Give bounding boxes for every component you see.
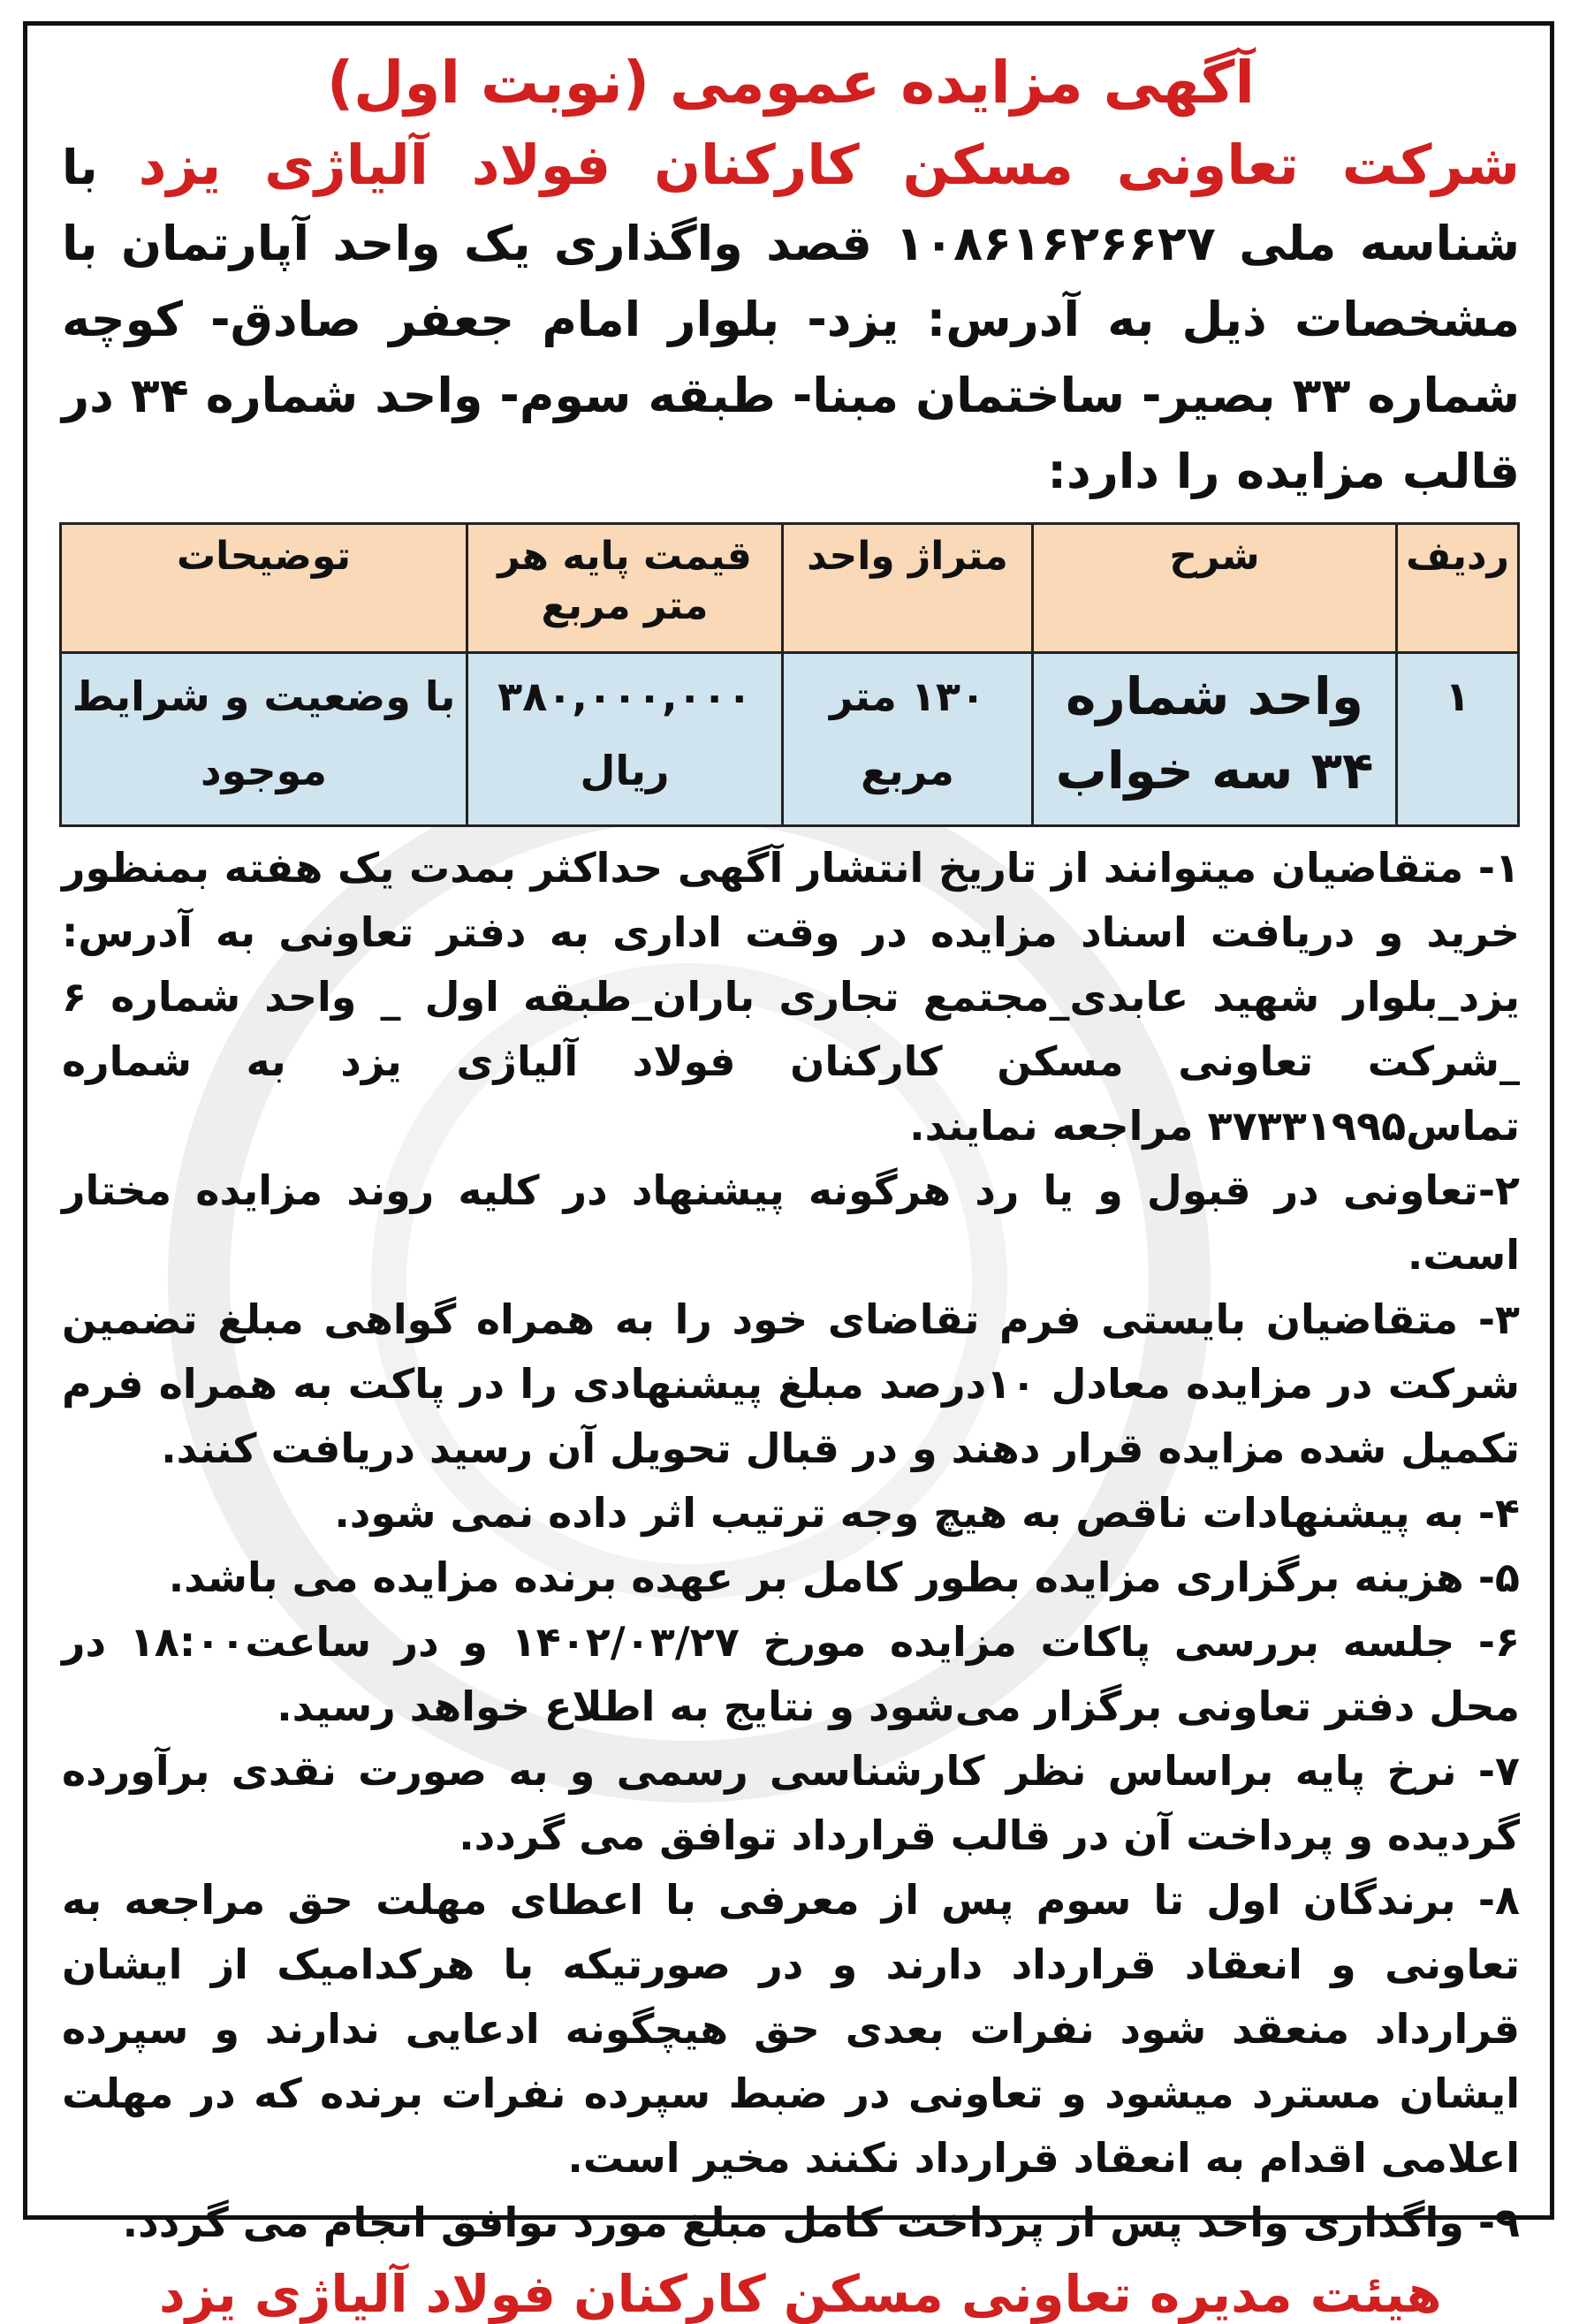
notice-title: آگهی مزایده عمومی (نوبت اول) [326,49,1256,117]
notice-content [62,39,1520,2324]
header-description: شرح [1033,524,1397,653]
table-row [61,653,1519,826]
cell-area: ۱۳۰ متر مربع [783,653,1033,826]
term-1-address: یزد_بلوار شهید عابدی_مجتمع تجاری باران_طبقه اول _ واحد شماره ۶ _شرکت تعاونی مسکن کارکنان فولاد آلیاژی یزد به شماره تماس۳۷۳۳۱۹۹۵ [62,973,1520,1150]
term-6-end: در محل دفتر تعاونی برگزار می‌شود و نتایج به اطلاع خواهد رسید. [62,1618,1520,1730]
table-header-row [61,524,1519,653]
cell-notes: با وضعیت و شرایط موجود [61,653,467,826]
term-5: ۵- هزینه برگزاری مزایده بطور کامل بر عهده برنده مزایده می باشد. [168,1553,1520,1601]
term-9: ۹- واگذاری واحد پس از پرداخت کامل مبلغ مورد توافق انجام می گردد. [122,2199,1520,2246]
term-2: ۲-تعاونی در قبول و یا رد هرگونه پیشنهاد در کلیه روند مزایده مختار است. [62,1166,1520,1279]
term-1 [62,836,1520,1158]
cell-description: واحد شماره ۳۴ سه خواب [1033,653,1397,826]
term-1-text: ۱- متقاضیان میتوانند از تاریخ انتشار آگهی حداکثر بمدت یک هفته بمنظور خرید و دریافت اسناد مزایده در وقت اداری به دفتر تعاونی به آدرس: [62,844,1520,956]
header-area: متراژ واحد [783,524,1033,653]
term-6 [62,1610,1520,1739]
cell-row-number: ۱ [1397,653,1519,826]
term-6-text: ۶- جلسه بررسی پاکات مزایده [889,1618,1521,1666]
intro-text: با شناسه ملی ۱۰۸۶۱۶۲۶۶۲۷ قصد واگذاری یک واحد آپارتمان با مشخصات ذیل به آدرس: یزد- بلوار امام جعفر صادق- کوچه شماره ۳۳ بصیر- ساختمان مبنا- طبقه سوم- واحد شماره ۳۴ در قالب مزایده را دارد: [62,140,1521,499]
term-4: ۴- به پیشنهادات ناقص به هیچ وجه ترتیب اثر داده نمی شود. [334,1489,1520,1537]
header-row-number: ردیف [1397,524,1519,653]
header-base-price: قیمت پایه هر متر مربع [467,524,783,653]
term-8: ۸- برندگان اول تا سوم پس از معرفی با اعطای مهلت حق مراجعه به تعاونی و انعقاد قرارداد دارند و در صورتیکه با هرکدامیک از ایشان قرارداد منعقد شود نفرات بعدی حق هیچگونه ادعایی ندارند و سپرده ایشان مسترد میشود و تعاونی در ضبط سپرده نفرات برنده که در مهلت اعلامی اقدام به انعقاد قرارداد نکنند مخیر است. [62,1876,1520,2182]
notice-intro [62,127,1520,510]
term-3: ۳- متقاضیان بایستی فرم تقاضای خود را به همراه گواهی مبلغ تضمین شرکت در مزایده معادل ۱۰درصد مبلغ پیشنهادی را در پاکت به همراه فرم تکمیل شده مزایده قرار دهند و در قبال تحویل آن رسید دریافت کنند. [62,1295,1521,1472]
company-name: شرکت تعاونی مسکن کارکنان فولاد آلیاژی یزد [138,133,1520,197]
term-6-date-time: مورخ ۱۴۰۲/۰۳/۲۷ و در ساعت۱۸:۰۰ [129,1618,867,1666]
cell-base-price: ۳۸۰,۰۰۰,۰۰۰ ریال [467,653,783,826]
terms-list [62,836,1520,2255]
term-7: ۷- نرخ پایه براساس نظر کارشناسی رسمی و به صورت نقدی برآورده گردیده و پرداخت آن در قالب قرارداد توافق می گردد. [62,1747,1520,1859]
header-notes: توضیحات [61,524,467,653]
board-signature: هیئت مدیره تعاونی مسکن کارکنان فولاد آلیاژی یزد [159,2264,1442,2324]
term-1-end: مراجعه نمایند. [909,1102,1194,1150]
auction-table [59,522,1520,827]
